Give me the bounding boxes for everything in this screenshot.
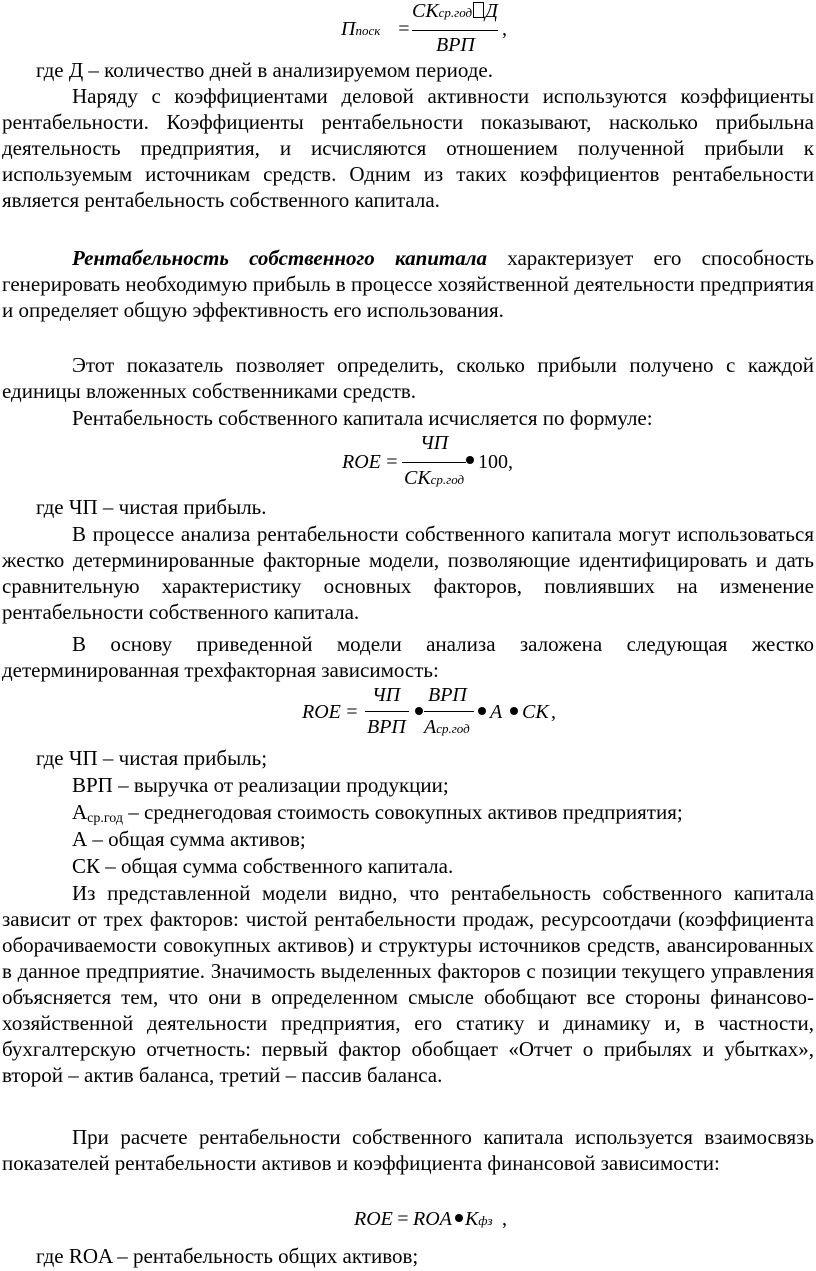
definition-d: где Д – количество дней в анализируемом периоде. [36,58,494,82]
document-page: Ппоск = СКср.год Д ВРП , где Д – количество дней в анализируемом периоде. Наряду с коэффициентами деловой активности используются коэффициенты рентабельности. Коэффициенты рентабельности показывают, насколько прибыльна деятельность предприятия, и исчисляются отношением полученной прибыли к используемым источникам средств. Одним из таких коэффициентов рентабельности является рентабельность собственного капитала. Рентабельность собственного капитала характеризует его способность генерировать необходимую прибыль в процессе хозяйственной деятельности предприятия и определяет общую эффективность его использования. Этот показатель позволяет определить, сколько прибыли получено с каждой единицы вложенных собственниками средств. Рентабельность собственного капитала исчисляется по формуле: ROE = ЧП СКср.год 100, где ЧП – чистая прибыль. В процессе анализа рентабельности собственного капитала могут использоваться жестко детерминированные факторные модели, позволяющие идентифицировать и дать сравнительную характеристику основных факторов, повлиявших на изменение рентабельности собственного капитала. В основу приведенной модели анализа заложена следующая жестко детерминированная трехфакторная зависимость: ROE = ЧП ВРП ВРП Aср.год A СК , где ЧП – чистая прибыль; ВРП – выручка от реализации продукции; Аср.год – среднегодовая стоимость совокупных активов предприятия; А – общая сумма активов; СК – общая сумма собственного капитала. Из представленной модели видно, что рентабельность собственного капитала зависит от трех факторов: чистой рентабельности продаж, ресурсоотдачи (коэффициента оборачиваемости совокупных активов) и структуры источников средств, авансированных в данное предприятие. Значимость выделенных факторов с позиции текущего управления объясняется тем, что они в определенном смысле обобщают все стороны финансово-хозяйственной деятельности предприятия, его статику и динамику и, в частности, бухгалтерскую отчетность: первый фактор обобщает «Отчет о прибылях и убытках», второй – актив баланса, третий – пассив баланса. При расчете рентабельности собственного капитала используется взаимосвязь показателей рентабельности активов и коэффициента финансовой зависимости: ROE = ROA Кфз , где ROA – рентабельность общих активов; [2,0,814,1268]
paragraph-roa-relation: При расчете рентабельности собственного капитала используется взаимосвязь показателей рентабельности активов и коэффициента финансовой зависимости: [2,1125,814,1175]
multiplication-dot [455,1214,463,1222]
fraction-bar [402,462,466,463]
fraction-bar [365,711,409,712]
fraction-bar [424,711,474,712]
paragraph-roe-meaning: Этот показатель позволяет определить, сколько прибыли получено с каждой единицы вложенных собственниками средств. [2,353,814,403]
missing-glyph-box [473,2,484,18]
definition-chp-2: где ЧП – чистая прибыль; [36,746,268,770]
definition-roa: где ROA – рентабельность общих активов; [36,1244,419,1268]
definition-a: А – общая сумма активов; [72,827,306,851]
definition-vrp: ВРП – выручка от реализации продукции; [72,773,449,797]
fraction-bar [412,30,498,31]
multiplication-dot [478,707,486,715]
paragraph-roe-definition: Рентабельность собственного капитала характеризует его способность генерировать необходимую прибыль в процессе хозяйственной деятельности предприятия и определяет общую эффективность его использования. [2,246,814,322]
paragraph-profitability-intro: Наряду с коэффициентами деловой активности используются коэффициенты рентабельности. Коэффициенты рентабельности показывают, насколько прибыльна деятельность предприятия, и исчисляются отношением полученной прибыли к используемым источникам средств. Одним из таких коэффициентов рентабельности является рентабельность собственного капитала. [2,84,814,212]
definition-chp: где ЧП – чистая прибыль. [36,495,267,519]
paragraph-roe-formula-intro: Рентабельность собственного капитала исчисляется по формуле: [72,406,653,430]
definition-a-avg: Аср.год – среднегодовая стоимость совокупных активов предприятия; [72,800,683,826]
definition-ck: СК – общая сумма собственного капитала. [72,854,454,878]
paragraph-model-analysis: Из представленной модели видно, что рентабельность собственного капитала зависит от трех факторов: чистой рентабельности продаж, ресурсоотдачи (коэффициента оборачиваемости совокупных активов) и структуры источников средств, авансированных в данное предприятие. Значимость выделенных факторов с позиции текущего управления объясняется тем, что они в определенном смысле обобщают все стороны финансово-хозяйственной деятельности предприятия, его статику и динамику и, в частности, бухгалтерскую отчетность: первый фактор обобщает «Отчет о прибылях и убытках», второй – актив баланса, третий – пассив баланса. [2,881,814,1087]
multiplication-dot [415,707,423,715]
multiplication-dot [466,456,474,464]
paragraph-three-factor: В основу приведенной модели анализа заложена следующая жестко детерминированная трехфакторная зависимость: [2,632,814,682]
paragraph-factor-models: В процессе анализа рентабельности собственного капитала могут использоваться жестко детерминированные факторные модели, позволяющие идентифицировать и дать сравнительную характеристику основных факторов, повлиявших на изменение рентабельности собственного капитала. [2,522,814,624]
multiplication-dot [510,707,518,715]
